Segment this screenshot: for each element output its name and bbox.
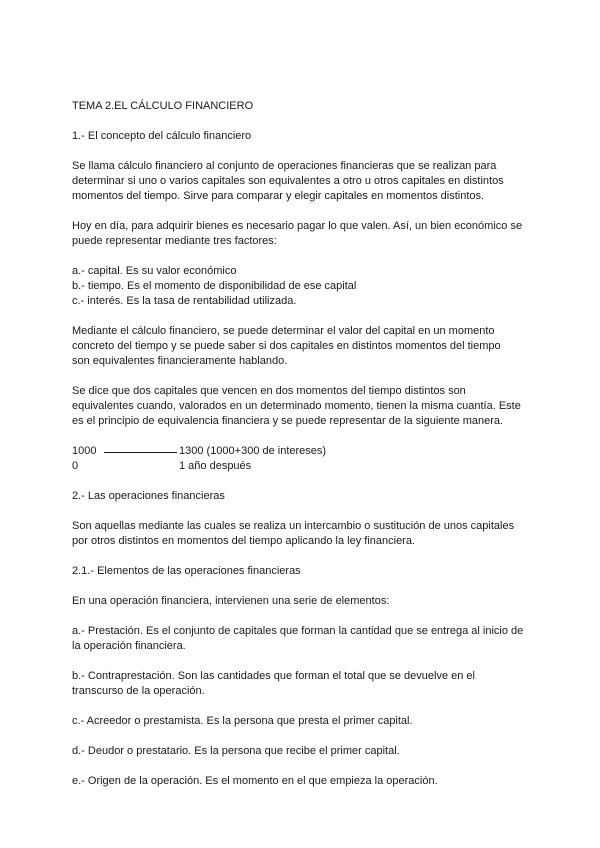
element-item-acreedor <box>72 714 532 729</box>
example-final-amount: 1300 (1000+300 de intereses) <box>179 445 327 457</box>
text-line: a.- Prestación. Es el conjunto de capitales que forman la cantidad que se entrega al inicio de <box>72 625 524 637</box>
text-line: determinar si uno o varios capitales son equivalentes a otro u otros capitales en distintos <box>72 175 504 187</box>
text-line: por otros distintos en momentos del tiempo aplicando la ley financiera. <box>72 535 416 547</box>
text-line: d.- Deudor o prestatario. Es la persona que recibe el primer capital. <box>72 745 400 757</box>
paragraph-factors-intro <box>72 219 532 249</box>
list-item: a.- capital. Es su valor económico <box>72 265 237 277</box>
element-item-origen <box>72 774 532 789</box>
paragraph-operations <box>72 519 532 549</box>
text-line: b.- Contraprestación. Son las cantidades que forman el total que se devuelve en el <box>72 670 475 682</box>
equivalence-example <box>72 444 532 474</box>
factors-list <box>72 264 532 309</box>
list-item: c.- interés. Es la tasa de rentabilidad utilizada. <box>72 295 297 307</box>
example-initial-time: 0 <box>72 460 79 472</box>
text-line: Son aquellas mediante las cuales se realiza un intercambio o sustitución de unos capitales <box>72 520 515 532</box>
element-item-deudor <box>72 744 532 759</box>
element-item-prestacion <box>72 624 532 654</box>
section-1-heading: 1.- El concepto del cálculo financiero <box>72 130 252 142</box>
text-line: puede representar mediante tres factores: <box>72 235 277 247</box>
paragraph-equivalence <box>72 384 532 429</box>
paragraph-elements-intro: En una operación financiera, intervienen una serie de elementos: <box>72 595 390 607</box>
section-2-1-heading: 2.1.- Elementos de las operaciones financieras <box>72 565 301 577</box>
paragraph-definition <box>72 159 532 204</box>
text-line: es el principio de equivalencia financiera y se puede representar de la siguiente manera. <box>72 415 504 427</box>
example-row-amounts <box>72 444 532 459</box>
section-2-heading: 2.- Las operaciones financieras <box>72 490 225 502</box>
paragraph-value <box>72 324 532 369</box>
timeline-line <box>104 452 177 453</box>
text-line: e.- Origen de la operación. Es el momento en el que empieza la operación. <box>72 775 438 787</box>
example-final-time: 1 año después <box>179 460 252 472</box>
text-line: transcurso de la operación. <box>72 685 205 697</box>
text-line: concreto del tiempo y se puede saber si dos capitales en distintos momentos del tiempo <box>72 340 501 352</box>
text-line: c.- Acreedor o prestamista. Es la persona que presta el primer capital. <box>72 715 413 727</box>
text-line: momentos del tiempo. Sirve para comparar y elegir capitales en momentos distintos. <box>72 190 485 202</box>
text-line: equivalentes cuando, valorados en un determinado momento, tienen la misma cuantía. Este <box>72 400 521 412</box>
text-line: Mediante el cálculo financiero, se puede determinar el valor del capital en un momento <box>72 325 495 337</box>
text-line: la operación financiera. <box>72 640 186 652</box>
list-item: b.- tiempo. Es el momento de disponibilidad de ese capital <box>72 280 357 292</box>
document-body <box>72 99 532 804</box>
document-title: TEMA 2.EL CÁLCULO FINANCIERO <box>72 100 254 112</box>
text-line: Se llama cálculo financiero al conjunto de operaciones financieras que se realizan para <box>72 160 497 172</box>
text-line: son equivalentes financieramente hablando. <box>72 355 288 367</box>
element-item-contraprestacion <box>72 669 532 699</box>
example-initial-amount: 1000 <box>72 445 97 457</box>
text-line: Se dice que dos capitales que vencen en dos momentos del tiempo distintos son <box>72 385 466 397</box>
example-row-times <box>72 459 532 474</box>
text-line: Hoy en día, para adquirir bienes es necesario pagar lo que valen. Así, un bien económico se <box>72 220 523 232</box>
